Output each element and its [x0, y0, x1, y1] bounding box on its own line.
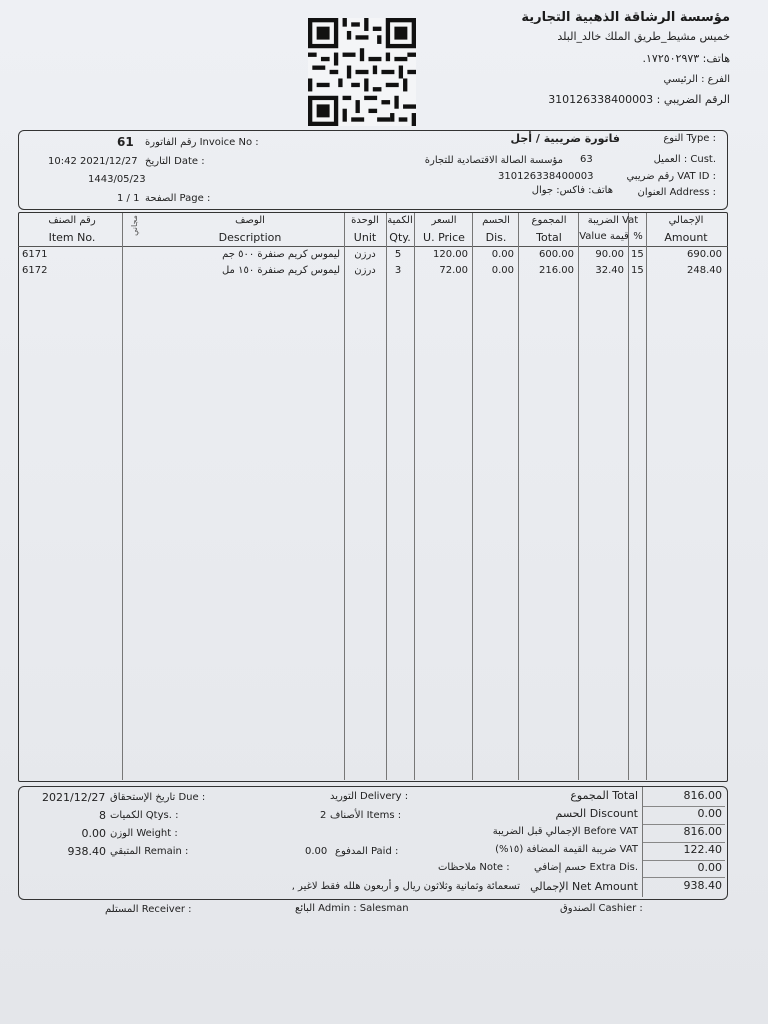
items-label: الأصناف Items : [330, 810, 402, 821]
cell-vat-value: 90.00 [595, 249, 624, 260]
cell-qty: 3 [394, 265, 402, 276]
th-price-en: U. Price [423, 231, 465, 244]
th-free: مجاني [129, 215, 139, 236]
th-total-ar: المجموع [531, 215, 567, 226]
th-qty-en: Qty. [389, 231, 411, 244]
page-value: 1 / 1 [117, 193, 140, 204]
items-table [18, 212, 728, 782]
th-item-en: Item No. [48, 231, 96, 244]
company-name: مؤسسة الرشاقة الذهبية التجارية [521, 10, 730, 25]
cell-desc: ليموس كريم صنفرة ٥٠٠ جم [222, 249, 340, 260]
cell-total: 216.00 [539, 265, 574, 276]
cust-name: مؤسسة الصالة الاقتصادية للتجارة [424, 155, 563, 166]
qtys-value: 8 [99, 809, 106, 822]
cell-amount: 690.00 [687, 249, 722, 260]
cell-vat-pct: 15 [631, 265, 644, 276]
th-unit-ar: الوحدة [351, 215, 379, 226]
th-desc-en: Description [218, 231, 282, 244]
th-dis-en: Dis. [485, 231, 507, 244]
cust-code: 63 [580, 154, 593, 165]
weight-value: 0.00 [81, 827, 106, 840]
th-total-en: Total [536, 231, 562, 244]
due-label: تاريخ الإستحقاق Due : [110, 792, 206, 803]
cell-dis: 0.00 [491, 265, 514, 276]
due-date: 2021/12/27 [42, 791, 106, 804]
th-price-ar: السعر [431, 215, 457, 226]
company-phone: هاتف: ١٧٢٥٠٢٩٧٣. [642, 52, 730, 65]
before-vat-label: الإجمالي قبل الضريبة Before VAT [492, 826, 638, 837]
note-label: ملاحظات Note : [438, 862, 510, 873]
cell-vat-value: 32.40 [595, 265, 624, 276]
total-value: 816.00 [683, 789, 722, 802]
before-vat-value: 816.00 [683, 825, 722, 838]
th-amount-en: Amount [664, 231, 708, 244]
net-value: 938.40 [683, 879, 722, 892]
weight-label: الوزن Weight : [110, 828, 178, 839]
items-value: 2 [320, 810, 327, 821]
invoice-no-label: رقم الفاتورة Invoice No : [145, 137, 259, 148]
vat-total-value: 122.40 [683, 843, 722, 856]
hijri-date: 1443/05/23 [88, 174, 146, 185]
th-vat-value: Value قيمة [579, 231, 629, 242]
paid-label: المدفوع Paid : [335, 846, 399, 857]
date-label: التاريخ Date : [145, 156, 205, 167]
net-words: تسعمائة وثمانية وثلاثون ريال و أربعون هلله فقط لاغير , [291, 881, 520, 892]
paid-value: 0.00 [305, 846, 328, 857]
cell-vat-pct: 15 [631, 249, 644, 260]
table-header-divider [18, 246, 728, 247]
cashier-label: الصندوق Cashier : [560, 903, 643, 914]
cell-unit: درزن [354, 265, 376, 276]
company-tax-no: الرقم الضريبي : 310126338400003 [548, 93, 730, 106]
cell-dis: 0.00 [491, 249, 514, 260]
remain-value: 938.40 [67, 845, 106, 858]
cell-item: 6172 [22, 265, 48, 276]
th-amount-ar: الإجمالي [668, 215, 704, 226]
delivery-label: التوريد Delivery : [330, 791, 409, 802]
th-vat-pct: % [633, 231, 643, 242]
salesman-label: البائع Admin : Salesman [295, 903, 409, 914]
receiver-label: المستلم Receiver : [105, 904, 192, 915]
qr-code-icon [308, 18, 416, 126]
address-value: هاتف: فاكس: جوال [531, 185, 613, 196]
vat-total-label: ضريبة القيمة المضافة (١٥%) VAT [495, 844, 638, 855]
vat-value: 310126338400003 [498, 171, 594, 182]
th-unit-en: Unit [353, 231, 377, 244]
cell-unit: درزن [354, 249, 376, 260]
cell-amount: 248.40 [687, 265, 722, 276]
cell-qty: 5 [394, 249, 402, 260]
qtys-label: الكميات Qtys. : [110, 810, 179, 821]
net-label: الإجمالي Net Amount [530, 880, 638, 893]
vat-label: رقم ضريبي VAT ID : [626, 171, 716, 182]
th-vat-ar: الضريبة Vat [587, 215, 639, 226]
th-qty-ar: الكمية [387, 215, 413, 226]
extra-dis-value: 0.00 [697, 861, 722, 874]
cell-price: 120.00 [433, 249, 468, 260]
remain-label: المتبقي Remain : [110, 846, 189, 857]
company-address: خميس مشيط_طريق الملك خالد_البلد [557, 30, 730, 43]
th-dis-ar: الحسم [482, 215, 510, 226]
company-branch: الفرع : الرئيسي [663, 74, 730, 85]
discount-value: 0.00 [697, 807, 722, 820]
cust-label: العميل : Cust. [653, 154, 716, 165]
type-value: فاتورة ضريبية / أجل [510, 132, 620, 145]
discount-label: الحسم Discount [555, 807, 638, 820]
th-item-ar: رقم الصنف [48, 215, 96, 226]
cell-desc: ليموس كريم صنفرة ١٥٠ مل [221, 265, 340, 276]
invoice-no: 61 [117, 135, 134, 149]
extra-dis-label: حسم إضافي Extra Dis. [534, 862, 638, 873]
address-label: العنوان Address : [637, 187, 716, 198]
cell-item: 6171 [22, 249, 48, 260]
invoice-date: 10:42 2021/12/27 [48, 156, 138, 167]
cell-total: 600.00 [539, 249, 574, 260]
total-label: المجموع Total [570, 789, 638, 802]
cell-price: 72.00 [439, 265, 468, 276]
type-label: النوع Type : [663, 133, 716, 144]
th-desc-ar: الوصف [235, 215, 265, 226]
page-label: الصفحة Page : [145, 193, 211, 204]
